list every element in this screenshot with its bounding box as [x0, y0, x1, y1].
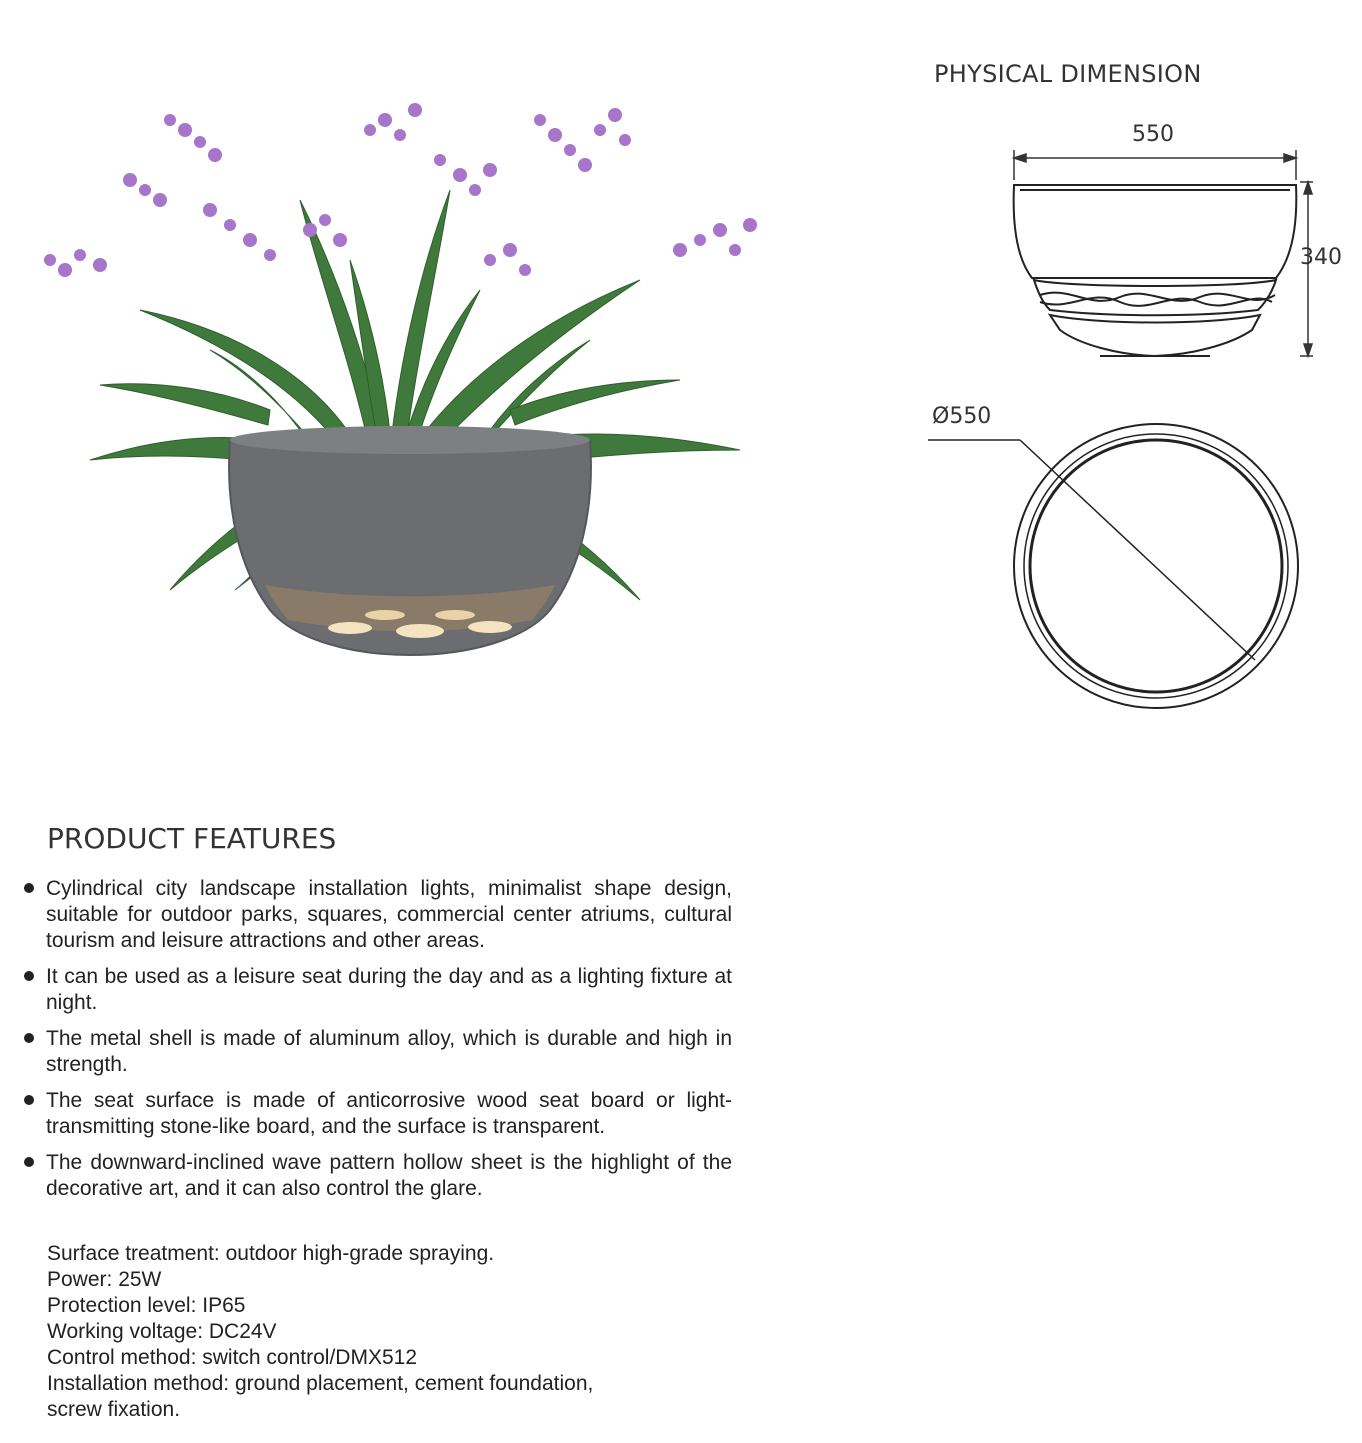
feature-item: The seat surface is made of anticorrosive wood seat board or light-transmitting stone-like board, and the surface is transparent. — [22, 1088, 732, 1140]
width-label: 550 — [1132, 122, 1174, 147]
side-view — [1014, 185, 1297, 356]
dimension-title: PHYSICAL DIMENSION — [934, 60, 1202, 88]
specs-block — [47, 1241, 607, 1423]
features-list — [22, 876, 732, 1212]
spec-installation: Installation method: ground placement, cement foundation, screw fixation. — [47, 1372, 594, 1421]
product-photo — [20, 80, 780, 700]
plant-flowers — [44, 103, 757, 277]
top-view — [928, 424, 1298, 708]
feature-item: It can be used as a leisure seat during the day and as a lighting fixture at night. — [22, 964, 732, 1016]
planter-pot — [229, 426, 591, 655]
spec-control: Control method: switch control/DMX512 — [47, 1346, 417, 1369]
features-title: PRODUCT FEATURES — [47, 822, 337, 855]
diameter-label: Ø550 — [932, 404, 992, 429]
spec-power: Power: 25W — [47, 1268, 162, 1291]
spec-protection: Protection level: IP65 — [47, 1294, 246, 1317]
spec-voltage: Working voltage: DC24V — [47, 1320, 277, 1343]
dimension-drawing — [920, 110, 1360, 730]
height-label: 340 — [1300, 245, 1342, 270]
feature-item: The downward-inclined wave pattern hollow sheet is the highlight of the decorative art, and it can also control the glare. — [22, 1150, 732, 1202]
spec-surface: Surface treatment: outdoor high-grade spraying. — [47, 1242, 495, 1265]
feature-item: Cylindrical city landscape installation lights, minimalist shape design, suitable for outdoor parks, squares, commercial center atriums, cultural tourism and leisure attractions and other areas. — [22, 876, 732, 954]
width-dimension-line — [1014, 150, 1296, 180]
feature-item: The metal shell is made of aluminum alloy, which is durable and high in strength. — [22, 1026, 732, 1078]
